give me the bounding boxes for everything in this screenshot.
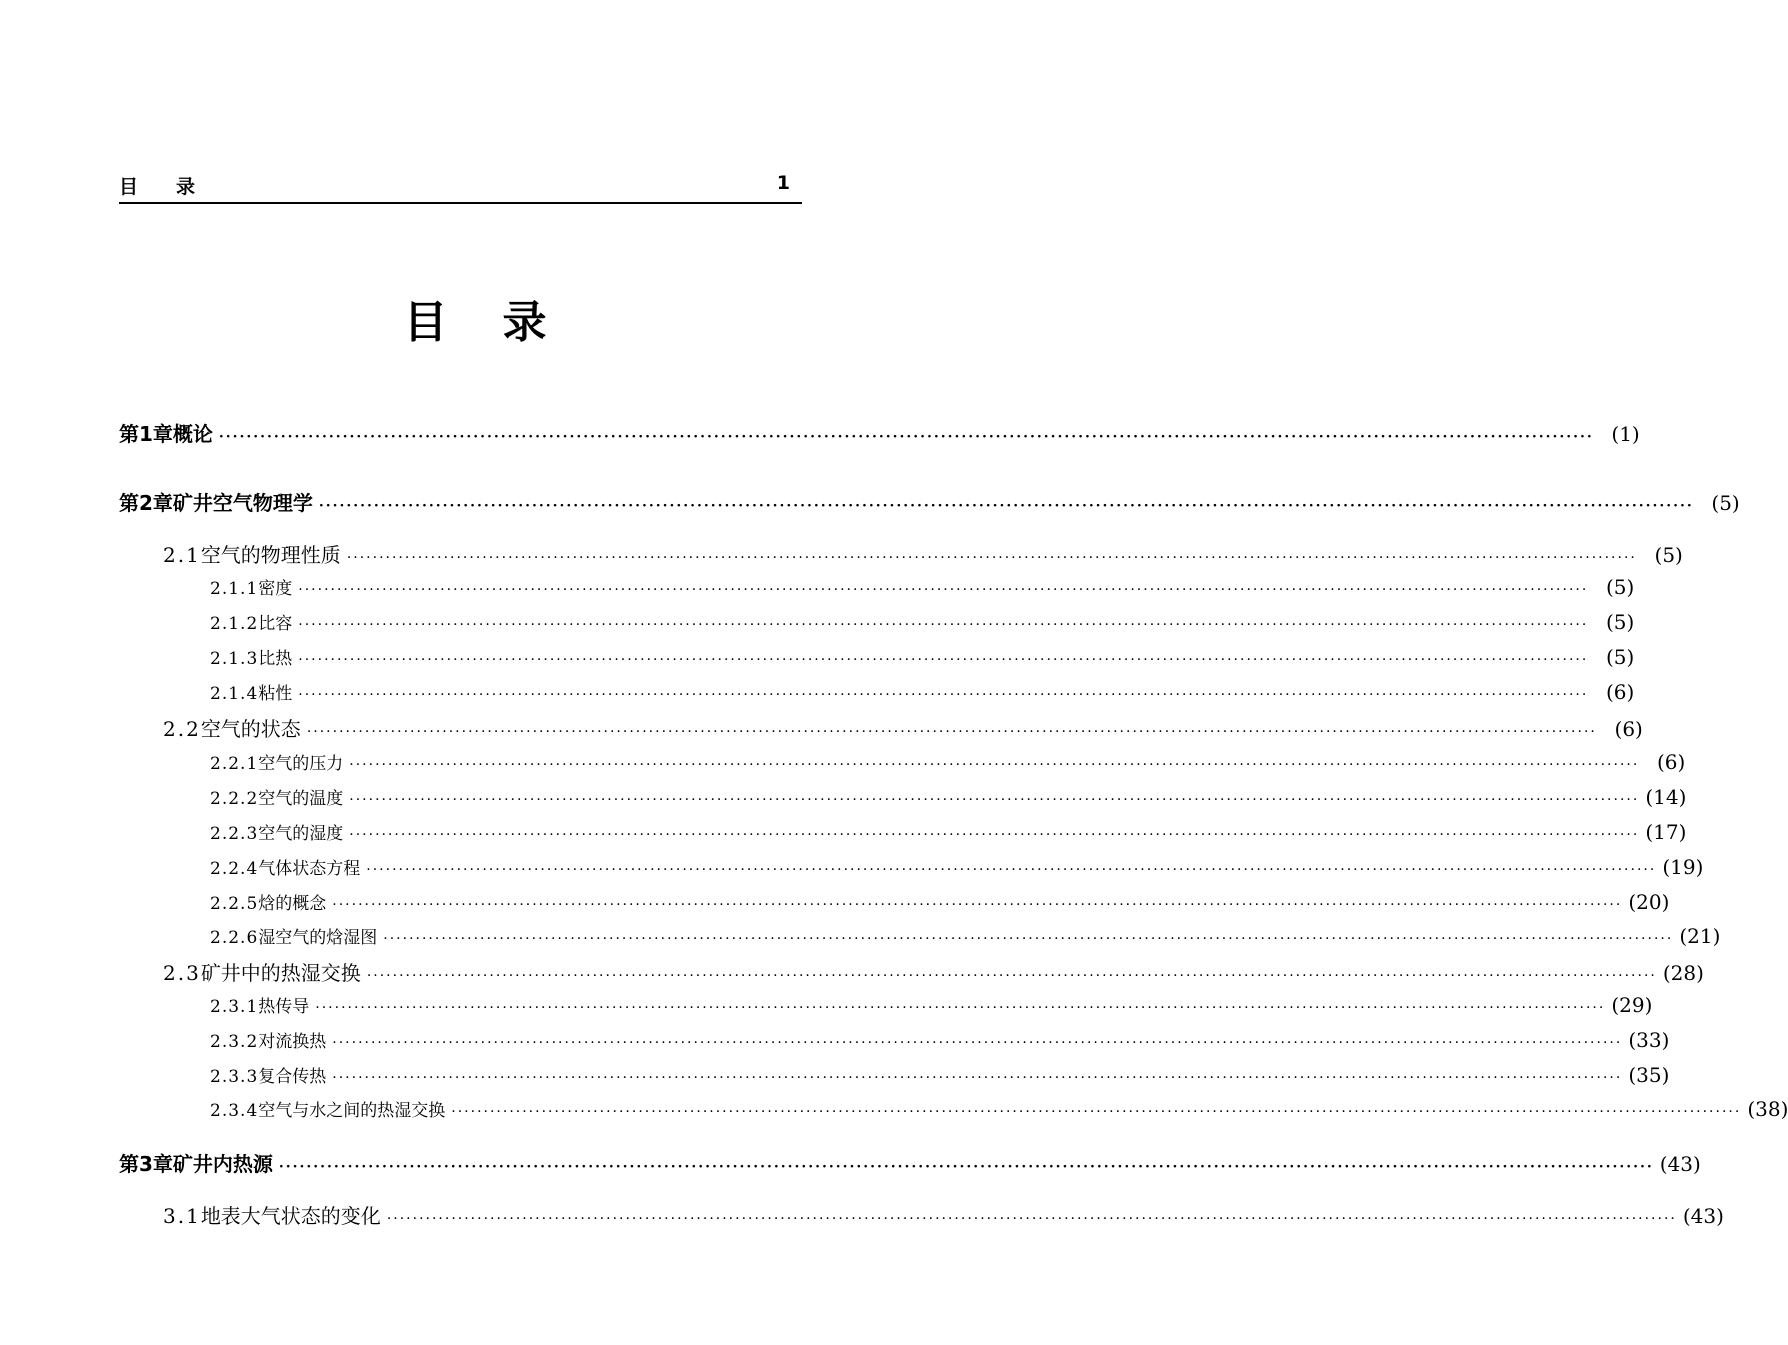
toc-entry-page: (35): [1628, 1063, 1670, 1087]
toc-leader-dots: ········································································································································································································: [332, 1070, 1623, 1086]
toc-entry-page: (19): [1662, 855, 1704, 879]
toc-entry-number: 2.2.4: [210, 859, 259, 879]
toc-entry-number: 2.2.3: [210, 824, 259, 844]
toc-leader-dots: ········································································································································································································: [349, 792, 1640, 808]
page-title: 目录: [403, 297, 602, 348]
toc-entry-title: 比热: [258, 649, 293, 669]
toc-entry-number: 2.2.1: [210, 754, 259, 774]
toc-entry-title: 焓的概念: [258, 894, 327, 914]
toc-entry-title: 复合传热: [258, 1067, 327, 1087]
toc-entry-page: (43): [1682, 1204, 1724, 1228]
toc-leader-dots: ········································································································································································································: [218, 429, 1594, 445]
toc-entry-number: 2.3.4: [210, 1101, 259, 1121]
toc-leader-dots: ········································································································································································································: [318, 498, 1694, 514]
toc-entry-page: (5): [1654, 543, 1683, 567]
toc-entry[interactable]: [210, 923, 1721, 953]
toc-entry[interactable]: [210, 889, 1670, 919]
toc-leader-dots: ········································································································································································································: [298, 582, 1589, 598]
toc-entry[interactable]: [163, 713, 1643, 743]
toc-entry-number: 第1章: [119, 422, 173, 446]
toc-entry-number: 2.3.1: [210, 997, 259, 1017]
toc-leader-dots: ········································································································································································································: [349, 757, 1640, 773]
toc-entry-number: 2.1: [163, 543, 201, 567]
toc-entry[interactable]: [210, 784, 1687, 814]
toc-leader-dots: ········································································································································································································: [386, 1211, 1677, 1227]
toc-entry-page: (5): [1711, 491, 1740, 515]
toc-entry-number: 2.2.2: [210, 789, 259, 809]
toc-entry-title: 密度: [258, 579, 293, 599]
toc-entry-number: 2.3.3: [210, 1067, 259, 1087]
toc-entry[interactable]: [210, 609, 1635, 639]
toc-leader-dots: ········································································································································································································: [298, 687, 1589, 703]
toc-entry-page: (1): [1611, 422, 1640, 446]
toc-entry-number: 第2章: [119, 491, 173, 515]
toc-entry-title: 矿井空气物理学: [172, 491, 313, 515]
toc-entry-page: (5): [1605, 645, 1635, 669]
toc-entry-number: 第3章: [119, 1152, 173, 1176]
toc-entry-number: 2.3.2: [210, 1032, 259, 1052]
toc-entry[interactable]: [119, 418, 1640, 448]
toc-entry-page: (6): [1605, 680, 1635, 704]
toc-entry-title: 比容: [258, 614, 293, 634]
toc-entry[interactable]: [210, 644, 1635, 674]
toc-entry-title: 概论: [172, 422, 213, 446]
toc-entry[interactable]: [210, 854, 1704, 884]
toc-entry-page: (28): [1662, 961, 1704, 985]
toc-leader-dots: ········································································································································································································: [332, 1035, 1623, 1051]
toc-entry[interactable]: [210, 1027, 1670, 1057]
toc-leader-dots: ········································································································································································································: [298, 617, 1589, 633]
toc-entry[interactable]: [210, 1096, 1788, 1126]
toc-leader-dots: ········································································································································································································: [349, 827, 1640, 843]
toc-entry[interactable]: [119, 1148, 1701, 1178]
toc-entry-number: 2.1.1: [210, 579, 259, 599]
toc-entry[interactable]: [210, 992, 1653, 1022]
toc-entry-page: (43): [1659, 1152, 1701, 1176]
toc-entry-title: 对流换热: [258, 1032, 327, 1052]
toc-entry[interactable]: [210, 1062, 1670, 1092]
toc-leader-dots: ········································································································································································································: [366, 968, 1657, 984]
toc-entry-title: 气体状态方程: [258, 859, 361, 879]
toc-entry-page: (6): [1656, 750, 1686, 774]
toc-entry-page: (38): [1747, 1097, 1788, 1121]
toc-entry-title: 空气的状态: [200, 717, 301, 741]
toc-entry-title: 空气与水之间的热湿交换: [258, 1101, 446, 1121]
toc-entry[interactable]: [210, 749, 1686, 779]
toc-entry[interactable]: [210, 819, 1687, 849]
toc-entry[interactable]: [210, 679, 1635, 709]
toc-entry-page: (17): [1645, 820, 1687, 844]
toc-entry-number: 2.3: [163, 961, 201, 985]
toc-entry-page: (14): [1645, 785, 1687, 809]
toc-entry-page: (21): [1679, 924, 1721, 948]
toc-entry-number: 2.1.4: [210, 684, 259, 704]
toc-entry-number: 2.2.6: [210, 928, 259, 948]
toc-entry-title: 矿井中的热湿交换: [200, 961, 361, 985]
toc-entry[interactable]: [119, 487, 1740, 517]
toc-leader-dots: ········································································································································································································: [383, 931, 1674, 947]
toc-leader-dots: ········································································································································································································: [346, 550, 1637, 566]
toc-entry[interactable]: [163, 957, 1704, 987]
toc-leader-dots: ········································································································································································································: [306, 724, 1597, 740]
running-head-title: 目录: [119, 176, 234, 198]
toc-leader-dots: ········································································································································································································: [315, 1000, 1606, 1016]
toc-leader-dots: ········································································································································································································: [278, 1159, 1654, 1175]
toc-entry-number: 2.2: [163, 717, 201, 741]
toc-entry-number: 2.1.3: [210, 649, 259, 669]
toc-entry-title: 空气的压力: [258, 754, 344, 774]
toc-entry-title: 空气的温度: [258, 789, 344, 809]
toc-entry-page: (5): [1605, 610, 1635, 634]
toc-entry[interactable]: [163, 539, 1683, 569]
toc-entry-number: 3.1: [163, 1204, 201, 1228]
toc-entry[interactable]: [210, 574, 1635, 604]
toc-leader-dots: ········································································································································································································: [366, 862, 1657, 878]
toc-leader-dots: ········································································································································································································: [298, 652, 1589, 668]
toc-entry-title: 空气的物理性质: [200, 543, 341, 567]
toc-entry-title: 粘性: [258, 684, 293, 704]
toc-entry-number: 2.1.2: [210, 614, 259, 634]
toc-entry-page: (5): [1605, 575, 1635, 599]
toc-entry-title: 矿井内热源: [172, 1152, 273, 1176]
toc-entry-page: (20): [1628, 890, 1670, 914]
running-head-page-number: 1: [776, 172, 790, 194]
toc-entry-page: (6): [1614, 717, 1643, 741]
toc-entry-title: 湿空气的焓湿图: [258, 928, 378, 948]
toc-entry-title: 地表大气状态的变化: [200, 1204, 381, 1228]
toc-entry-number: 2.2.5: [210, 894, 259, 914]
toc-entry-title: 热传导: [258, 997, 310, 1017]
toc-entry-page: (33): [1628, 1028, 1670, 1052]
toc-entry[interactable]: [163, 1200, 1724, 1230]
toc-leader-dots: ········································································································································································································: [451, 1104, 1742, 1120]
toc-entry-title: 空气的湿度: [258, 824, 344, 844]
toc-leader-dots: ········································································································································································································: [332, 897, 1623, 913]
toc-entry-page: (29): [1611, 993, 1653, 1017]
